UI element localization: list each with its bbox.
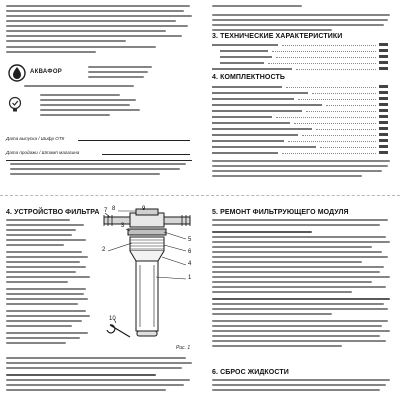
technical-specs-heading: 3. ТЕХНИЧЕСКИЕ ХАРАКТЕРИСТИКИ (212, 33, 343, 40)
text-line (24, 85, 134, 87)
sale-date-label: Дата продажи / Штамп магазина (6, 150, 80, 155)
text-line (6, 293, 84, 295)
text-line (6, 325, 72, 327)
logo-address-line (88, 71, 148, 73)
text-line (212, 335, 380, 337)
filter-structure-heading: 4. УСТРОЙСТВО ФИЛЬТРА (6, 209, 100, 216)
text-line (10, 168, 180, 170)
text-line (40, 99, 136, 101)
sales-note-block (10, 163, 190, 179)
text-line (6, 229, 76, 231)
text-line (212, 175, 362, 177)
text-line (40, 114, 110, 116)
text-line (212, 271, 380, 273)
text-line (6, 389, 166, 391)
text-line (212, 389, 380, 391)
diagram-callout-1: 1 (188, 275, 192, 281)
spec-row (212, 150, 388, 156)
text-line (6, 374, 156, 376)
diagram-callout-4: 4 (188, 261, 192, 267)
fluid-drain-heading: 6. СБРОС ЖИДКОСТИ (212, 369, 289, 376)
text-line (212, 224, 380, 226)
text-line (212, 5, 302, 7)
filter-housing-bottom (137, 331, 157, 336)
text-line (10, 173, 160, 175)
text-line (10, 163, 186, 165)
text-line (212, 219, 388, 221)
text-line (212, 340, 386, 342)
text-line (212, 14, 390, 16)
filter-structure-text-block (6, 219, 96, 349)
module-repair-heading: 5. РЕМОНТ ФИЛЬТРУЮЩЕГО МОДУЛЯ (212, 209, 349, 216)
diagram-callout-2: 2 (102, 247, 106, 253)
text-line (6, 46, 156, 48)
text-line (40, 94, 120, 96)
module-repair-text-block (212, 219, 394, 359)
fluid-drain-text-block (212, 379, 394, 397)
filter-housing (136, 261, 158, 331)
text-line (6, 357, 186, 359)
text-line (6, 310, 86, 312)
manufacture-date-field (6, 131, 192, 142)
text-line (6, 219, 70, 221)
leaflet-bottom-page (0, 197, 400, 400)
text-line (212, 308, 388, 310)
text-line (6, 15, 192, 17)
text-line (212, 236, 386, 238)
text-line (212, 379, 390, 381)
leaflet-top-page (0, 0, 400, 196)
text-line (6, 51, 96, 53)
text-line (6, 367, 182, 369)
text-line (6, 332, 88, 334)
text-line (6, 276, 90, 278)
text-line (212, 170, 382, 172)
diagram-callout-10: 10 (109, 316, 116, 322)
logo-address-line (88, 66, 152, 68)
text-line (212, 246, 372, 248)
text-line (212, 298, 390, 300)
text-line (212, 313, 332, 315)
manufacture-date-label: Дата выпуска / Шифр ОТК (6, 136, 65, 141)
text-line (6, 256, 88, 258)
text-line (212, 276, 390, 278)
text-line (6, 288, 86, 290)
top-right-footer-block (212, 160, 392, 184)
text-line (6, 234, 72, 236)
text-line (6, 5, 190, 7)
top-left-text-block (6, 5, 196, 61)
filter-diagram (96, 207, 206, 357)
text-line (212, 281, 372, 283)
text-line (212, 165, 388, 167)
text-line (6, 342, 66, 344)
logo-address-line (88, 76, 144, 78)
text-line (6, 224, 84, 226)
text-line (212, 320, 388, 322)
text-line (212, 256, 388, 258)
text-line (6, 35, 182, 37)
filter-taper (130, 251, 164, 261)
text-line (6, 384, 184, 386)
text-line (6, 40, 126, 42)
text-line (6, 25, 188, 27)
logo-text: АКВАФОР (30, 69, 63, 75)
spec-row (212, 66, 388, 72)
text-line (6, 337, 80, 339)
sale-date-line (102, 154, 190, 155)
text-line (6, 30, 166, 32)
manufacture-date-line (78, 140, 190, 141)
diagram-callout-9: 9 (142, 206, 146, 212)
text-line (6, 298, 88, 300)
text-line (212, 231, 312, 233)
text-line (212, 241, 390, 243)
certificate-mark-icon (8, 96, 22, 112)
text-line (6, 20, 176, 22)
text-line (6, 244, 64, 246)
text-line (212, 19, 388, 21)
brand-logo (6, 64, 156, 82)
text-line (6, 266, 86, 268)
text-line (212, 160, 390, 162)
text-line (212, 24, 384, 26)
logo-emblem-icon (8, 64, 26, 82)
text-line (212, 261, 362, 263)
text-line (6, 362, 192, 364)
certificate-text-block (40, 94, 150, 122)
text-line (212, 29, 332, 31)
diagram-callout-6: 6 (188, 249, 192, 255)
diagram-callout-3: 3 (121, 223, 125, 229)
text-line (6, 271, 76, 273)
text-line (6, 261, 80, 263)
text-line (212, 266, 384, 268)
text-line (212, 303, 384, 305)
text-line (212, 291, 352, 293)
text-line (212, 286, 386, 288)
text-line (212, 251, 382, 253)
filter-structure-text-block-lower (6, 357, 196, 395)
diagram-callout-5: 5 (188, 237, 192, 243)
filter-drawing (104, 209, 190, 337)
text-line (40, 104, 130, 106)
diagram-callout-7: 7 (104, 208, 108, 214)
text-line (6, 303, 78, 305)
text-line (6, 281, 68, 283)
text-line (212, 384, 386, 386)
text-line (6, 379, 190, 381)
date-fields-divider (6, 160, 192, 161)
sale-date-field (6, 145, 192, 156)
diagram-callout-8: 8 (112, 206, 116, 212)
text-line (6, 251, 82, 253)
filter-head-cap (136, 209, 158, 215)
text-line (6, 239, 86, 241)
top-right-intro-block (212, 5, 392, 33)
text-line (6, 315, 90, 317)
wrench-tool (107, 325, 130, 337)
text-line (212, 345, 342, 347)
text-line (6, 320, 82, 322)
filter-collar (128, 229, 166, 235)
text-line (212, 325, 382, 327)
text-line (212, 330, 390, 332)
text-line (40, 109, 140, 111)
text-line (6, 10, 184, 12)
package-contents-heading: 4. КОМПЛЕКТНОСТЬ (212, 74, 285, 81)
figure-caption: Рис. 1 (176, 345, 191, 351)
